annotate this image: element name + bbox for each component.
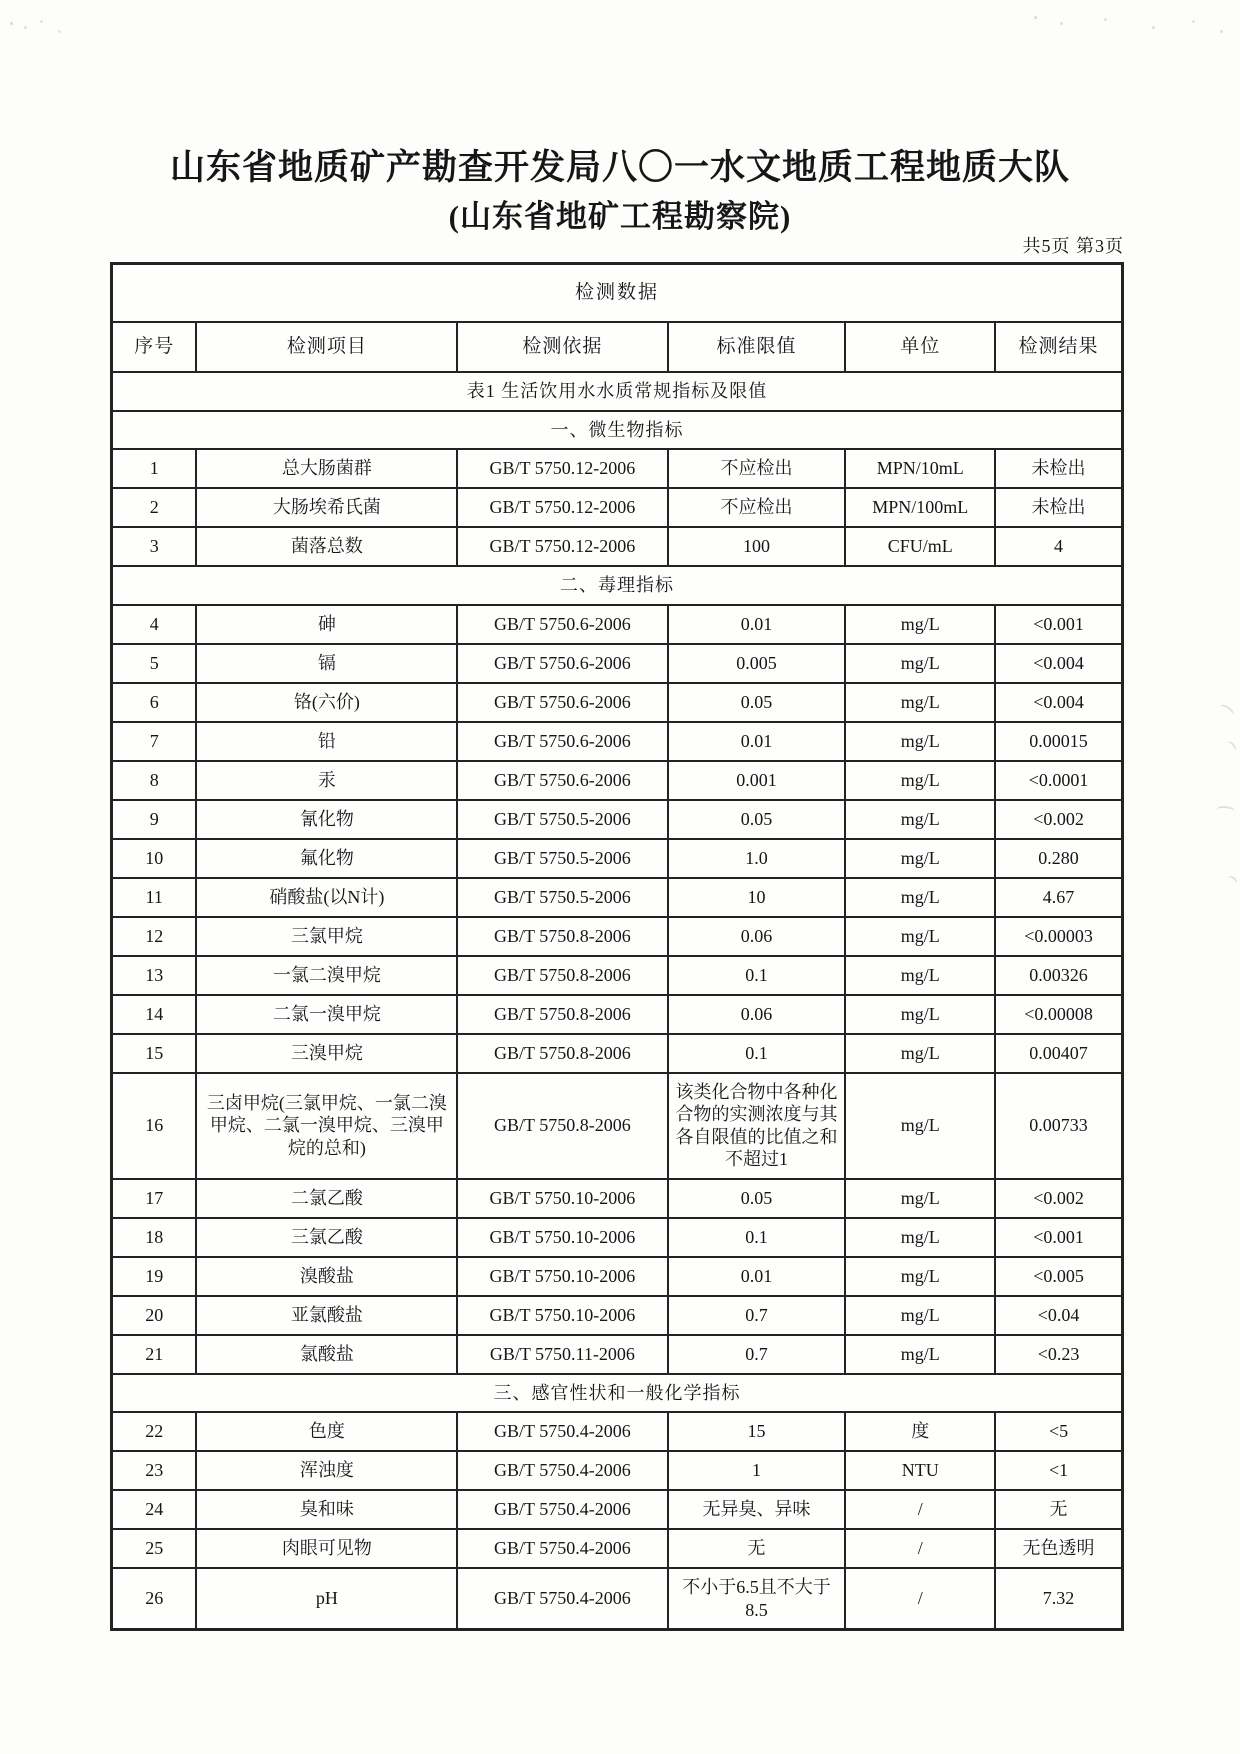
cell-limit: 0.06 bbox=[668, 917, 846, 956]
cell-unit: mg/L bbox=[845, 956, 995, 995]
cell-result: 4 bbox=[995, 527, 1122, 566]
table-row bbox=[112, 605, 1123, 644]
cell-result: <5 bbox=[995, 1412, 1122, 1451]
title-line-1: 山东省地质矿产勘查开发局八〇一水文地质工程地质大队 bbox=[169, 148, 1070, 187]
cell-result: <0.005 bbox=[995, 1257, 1122, 1296]
cell-result: 0.00015 bbox=[995, 722, 1122, 761]
cell-index: 13 bbox=[112, 956, 197, 995]
cell-basis: GB/T 5750.8-2006 bbox=[457, 1073, 667, 1179]
cell-limit: 100 bbox=[668, 527, 846, 566]
cell-limit: 1 bbox=[668, 1451, 846, 1490]
scan-mark-right-4 bbox=[1224, 874, 1238, 888]
cell-item: 氟化物 bbox=[196, 839, 457, 878]
cell-index: 26 bbox=[112, 1568, 197, 1630]
cell-unit: mg/L bbox=[845, 917, 995, 956]
cell-basis: GB/T 5750.4-2006 bbox=[457, 1412, 667, 1451]
table-row bbox=[112, 1412, 1123, 1451]
cell-basis: GB/T 5750.12-2006 bbox=[457, 449, 667, 488]
cell-item: 镉 bbox=[196, 644, 457, 683]
cell-item: 氰化物 bbox=[196, 800, 457, 839]
cell-limit: 10 bbox=[668, 878, 846, 917]
table-subtitle: 表1 生活饮用水水质常规指标及限值 bbox=[112, 372, 1123, 411]
cell-unit: mg/L bbox=[845, 1034, 995, 1073]
cell-basis: GB/T 5750.12-2006 bbox=[457, 527, 667, 566]
cell-basis: GB/T 5750.4-2006 bbox=[457, 1490, 667, 1529]
section-header-row bbox=[112, 1374, 1123, 1413]
table-row bbox=[112, 917, 1123, 956]
cell-index: 2 bbox=[112, 488, 197, 527]
cell-result: <0.04 bbox=[995, 1296, 1122, 1335]
cell-unit: mg/L bbox=[845, 1296, 995, 1335]
title-line-2: (山东省地矿工程勘察院) bbox=[448, 198, 792, 234]
cell-basis: GB/T 5750.4-2006 bbox=[457, 1568, 667, 1630]
cell-limit: 无异臭、异味 bbox=[668, 1490, 846, 1529]
col-header-unit: 单位 bbox=[845, 322, 995, 372]
cell-limit: 0.1 bbox=[668, 1034, 846, 1073]
table-row bbox=[112, 995, 1123, 1034]
cell-item: 三溴甲烷 bbox=[196, 1034, 457, 1073]
cell-result: 无色透明 bbox=[995, 1529, 1122, 1568]
cell-result: <0.001 bbox=[995, 605, 1122, 644]
cell-unit: mg/L bbox=[845, 1257, 995, 1296]
cell-result: 无 bbox=[995, 1490, 1122, 1529]
cell-item: 菌落总数 bbox=[196, 527, 457, 566]
cell-basis: GB/T 5750.5-2006 bbox=[457, 839, 667, 878]
cell-item: 三氯甲烷 bbox=[196, 917, 457, 956]
cell-unit: / bbox=[845, 1490, 995, 1529]
col-header-index: 序号 bbox=[112, 322, 197, 372]
cell-result: <0.0001 bbox=[995, 761, 1122, 800]
cell-unit: mg/L bbox=[845, 1335, 995, 1374]
cell-item: 二氯乙酸 bbox=[196, 1179, 457, 1218]
cell-basis: GB/T 5750.10-2006 bbox=[457, 1179, 667, 1218]
cell-limit: 0.05 bbox=[668, 683, 846, 722]
cell-index: 8 bbox=[112, 761, 197, 800]
cell-basis: GB/T 5750.8-2006 bbox=[457, 956, 667, 995]
cell-basis: GB/T 5750.10-2006 bbox=[457, 1257, 667, 1296]
cell-result: <0.23 bbox=[995, 1335, 1122, 1374]
cell-basis: GB/T 5750.8-2006 bbox=[457, 1034, 667, 1073]
cell-basis: GB/T 5750.12-2006 bbox=[457, 488, 667, 527]
cell-result: 未检出 bbox=[995, 488, 1122, 527]
table-row bbox=[112, 1529, 1123, 1568]
col-header-item: 检测项目 bbox=[196, 322, 457, 372]
cell-item: 二氯一溴甲烷 bbox=[196, 995, 457, 1034]
cell-item: 三卤甲烷(三氯甲烷、一氯二溴甲烷、二氯一溴甲烷、三溴甲烷的总和) bbox=[196, 1073, 457, 1179]
section-header: 一、微生物指标 bbox=[112, 411, 1123, 450]
cell-index: 22 bbox=[112, 1412, 197, 1451]
table-subtitle-row bbox=[112, 372, 1123, 411]
cell-result: 4.67 bbox=[995, 878, 1122, 917]
cell-result: 未检出 bbox=[995, 449, 1122, 488]
cell-index: 1 bbox=[112, 449, 197, 488]
cell-basis: GB/T 5750.11-2006 bbox=[457, 1335, 667, 1374]
cell-index: 18 bbox=[112, 1218, 197, 1257]
table-row bbox=[112, 1218, 1123, 1257]
col-header-basis: 检测依据 bbox=[457, 322, 667, 372]
cell-result: 0.280 bbox=[995, 839, 1122, 878]
cell-index: 16 bbox=[112, 1073, 197, 1179]
cell-result: <1 bbox=[995, 1451, 1122, 1490]
cell-limit: 0.01 bbox=[668, 1257, 846, 1296]
results-table-body bbox=[112, 411, 1123, 1630]
cell-index: 6 bbox=[112, 683, 197, 722]
cell-unit: mg/L bbox=[845, 878, 995, 917]
cell-unit: mg/L bbox=[845, 644, 995, 683]
cell-unit: CFU/mL bbox=[845, 527, 995, 566]
scan-mark-right-1 bbox=[1217, 702, 1236, 720]
cell-unit: mg/L bbox=[845, 1218, 995, 1257]
cell-index: 24 bbox=[112, 1490, 197, 1529]
scan-mark-right-3 bbox=[1215, 805, 1234, 817]
cell-result: <0.002 bbox=[995, 800, 1122, 839]
cell-unit: MPN/100mL bbox=[845, 488, 995, 527]
scan-mark-right-2 bbox=[1222, 739, 1237, 755]
table-title-row bbox=[112, 264, 1123, 323]
cell-unit: mg/L bbox=[845, 722, 995, 761]
cell-index: 21 bbox=[112, 1335, 197, 1374]
cell-unit: MPN/10mL bbox=[845, 449, 995, 488]
cell-index: 15 bbox=[112, 1034, 197, 1073]
cell-limit: 0.1 bbox=[668, 1218, 846, 1257]
cell-limit: 无 bbox=[668, 1529, 846, 1568]
cell-result: <0.001 bbox=[995, 1218, 1122, 1257]
cell-item: 氯酸盐 bbox=[196, 1335, 457, 1374]
cell-basis: GB/T 5750.10-2006 bbox=[457, 1296, 667, 1335]
cell-unit: mg/L bbox=[845, 839, 995, 878]
cell-basis: GB/T 5750.4-2006 bbox=[457, 1529, 667, 1568]
cell-index: 3 bbox=[112, 527, 197, 566]
cell-item: 铬(六价) bbox=[196, 683, 457, 722]
cell-limit: 不应检出 bbox=[668, 488, 846, 527]
cell-item: 亚氯酸盐 bbox=[196, 1296, 457, 1335]
table-row bbox=[112, 956, 1123, 995]
cell-item: 砷 bbox=[196, 605, 457, 644]
document-title bbox=[0, 146, 1240, 236]
cell-item: 一氯二溴甲烷 bbox=[196, 956, 457, 995]
cell-index: 11 bbox=[112, 878, 197, 917]
cell-unit: 度 bbox=[845, 1412, 995, 1451]
scan-speckle-top-right bbox=[1034, 16, 1037, 19]
cell-limit: 0.005 bbox=[668, 644, 846, 683]
section-header-row bbox=[112, 411, 1123, 450]
table-row bbox=[112, 800, 1123, 839]
table-row bbox=[112, 1335, 1123, 1374]
cell-basis: GB/T 5750.6-2006 bbox=[457, 644, 667, 683]
cell-basis: GB/T 5750.8-2006 bbox=[457, 917, 667, 956]
section-header: 二、毒理指标 bbox=[112, 566, 1123, 605]
cell-unit: NTU bbox=[845, 1451, 995, 1490]
cell-basis: GB/T 5750.6-2006 bbox=[457, 722, 667, 761]
cell-basis: GB/T 5750.6-2006 bbox=[457, 761, 667, 800]
cell-item: 硝酸盐(以N计) bbox=[196, 878, 457, 917]
cell-limit: 0.7 bbox=[668, 1335, 846, 1374]
cell-index: 23 bbox=[112, 1451, 197, 1490]
cell-index: 12 bbox=[112, 917, 197, 956]
cell-basis: GB/T 5750.8-2006 bbox=[457, 995, 667, 1034]
cell-result: <0.004 bbox=[995, 644, 1122, 683]
cell-item: 大肠埃希氏菌 bbox=[196, 488, 457, 527]
table-row bbox=[112, 527, 1123, 566]
table-row bbox=[112, 683, 1123, 722]
cell-index: 14 bbox=[112, 995, 197, 1034]
cell-item: 臭和味 bbox=[196, 1490, 457, 1529]
cell-basis: GB/T 5750.6-2006 bbox=[457, 683, 667, 722]
cell-index: 20 bbox=[112, 1296, 197, 1335]
page-number-note: 共5页 第3页 bbox=[1022, 236, 1124, 256]
cell-unit: / bbox=[845, 1568, 995, 1630]
cell-unit: / bbox=[845, 1529, 995, 1568]
col-header-result: 检测结果 bbox=[995, 322, 1122, 372]
cell-basis: GB/T 5750.5-2006 bbox=[457, 878, 667, 917]
cell-item: 浑浊度 bbox=[196, 1451, 457, 1490]
column-header-row bbox=[112, 322, 1123, 372]
cell-index: 17 bbox=[112, 1179, 197, 1218]
cell-limit: 0.05 bbox=[668, 1179, 846, 1218]
cell-limit: 0.1 bbox=[668, 956, 846, 995]
table-row bbox=[112, 1073, 1123, 1179]
table-row bbox=[112, 1568, 1123, 1630]
cell-limit: 0.05 bbox=[668, 800, 846, 839]
table-row bbox=[112, 1179, 1123, 1218]
cell-unit: mg/L bbox=[845, 1179, 995, 1218]
cell-basis: GB/T 5750.5-2006 bbox=[457, 800, 667, 839]
table-row bbox=[112, 1257, 1123, 1296]
cell-limit: 0.01 bbox=[668, 605, 846, 644]
cell-result: 0.00733 bbox=[995, 1073, 1122, 1179]
cell-index: 4 bbox=[112, 605, 197, 644]
cell-basis: GB/T 5750.10-2006 bbox=[457, 1218, 667, 1257]
cell-basis: GB/T 5750.6-2006 bbox=[457, 605, 667, 644]
cell-item: 肉眼可见物 bbox=[196, 1529, 457, 1568]
cell-index: 5 bbox=[112, 644, 197, 683]
cell-index: 10 bbox=[112, 839, 197, 878]
table-row bbox=[112, 1490, 1123, 1529]
cell-item: 色度 bbox=[196, 1412, 457, 1451]
cell-result: 7.32 bbox=[995, 1568, 1122, 1630]
table-row bbox=[112, 722, 1123, 761]
cell-unit: mg/L bbox=[845, 995, 995, 1034]
table-row bbox=[112, 488, 1123, 527]
cell-result: <0.00008 bbox=[995, 995, 1122, 1034]
cell-result: <0.004 bbox=[995, 683, 1122, 722]
cell-item: 汞 bbox=[196, 761, 457, 800]
cell-item: pH bbox=[196, 1568, 457, 1630]
table-row bbox=[112, 1451, 1123, 1490]
cell-index: 25 bbox=[112, 1529, 197, 1568]
table-row bbox=[112, 1296, 1123, 1335]
table-title: 检测数据 bbox=[112, 264, 1123, 323]
cell-unit: mg/L bbox=[845, 1073, 995, 1179]
cell-limit: 该类化合物中各种化合物的实测浓度与其各自限值的比值之和不超过1 bbox=[668, 1073, 846, 1179]
cell-limit: 不应检出 bbox=[668, 449, 846, 488]
cell-result: 0.00326 bbox=[995, 956, 1122, 995]
cell-result: <0.002 bbox=[995, 1179, 1122, 1218]
cell-index: 9 bbox=[112, 800, 197, 839]
cell-limit: 0.01 bbox=[668, 722, 846, 761]
cell-limit: 不小于6.5且不大于8.5 bbox=[668, 1568, 846, 1630]
cell-limit: 1.0 bbox=[668, 839, 846, 878]
cell-item: 总大肠菌群 bbox=[196, 449, 457, 488]
cell-item: 溴酸盐 bbox=[196, 1257, 457, 1296]
table-row bbox=[112, 761, 1123, 800]
table-row bbox=[112, 644, 1123, 683]
section-header-row bbox=[112, 566, 1123, 605]
cell-unit: mg/L bbox=[845, 605, 995, 644]
cell-item: 三氯乙酸 bbox=[196, 1218, 457, 1257]
table-row bbox=[112, 449, 1123, 488]
cell-limit: 15 bbox=[668, 1412, 846, 1451]
cell-unit: mg/L bbox=[845, 800, 995, 839]
scan-speckle-top-left bbox=[10, 22, 13, 25]
cell-basis: GB/T 5750.4-2006 bbox=[457, 1451, 667, 1490]
table-row bbox=[112, 1034, 1123, 1073]
table-row bbox=[112, 839, 1123, 878]
cell-item: 铅 bbox=[196, 722, 457, 761]
cell-unit: mg/L bbox=[845, 761, 995, 800]
cell-index: 19 bbox=[112, 1257, 197, 1296]
test-data-table bbox=[110, 262, 1124, 1631]
col-header-limit: 标准限值 bbox=[668, 322, 846, 372]
section-header: 三、感官性状和一般化学指标 bbox=[112, 1374, 1123, 1413]
cell-limit: 0.7 bbox=[668, 1296, 846, 1335]
cell-limit: 0.06 bbox=[668, 995, 846, 1034]
cell-limit: 0.001 bbox=[668, 761, 846, 800]
cell-index: 7 bbox=[112, 722, 197, 761]
cell-result: <0.00003 bbox=[995, 917, 1122, 956]
cell-unit: mg/L bbox=[845, 683, 995, 722]
cell-result: 0.00407 bbox=[995, 1034, 1122, 1073]
table-row bbox=[112, 878, 1123, 917]
